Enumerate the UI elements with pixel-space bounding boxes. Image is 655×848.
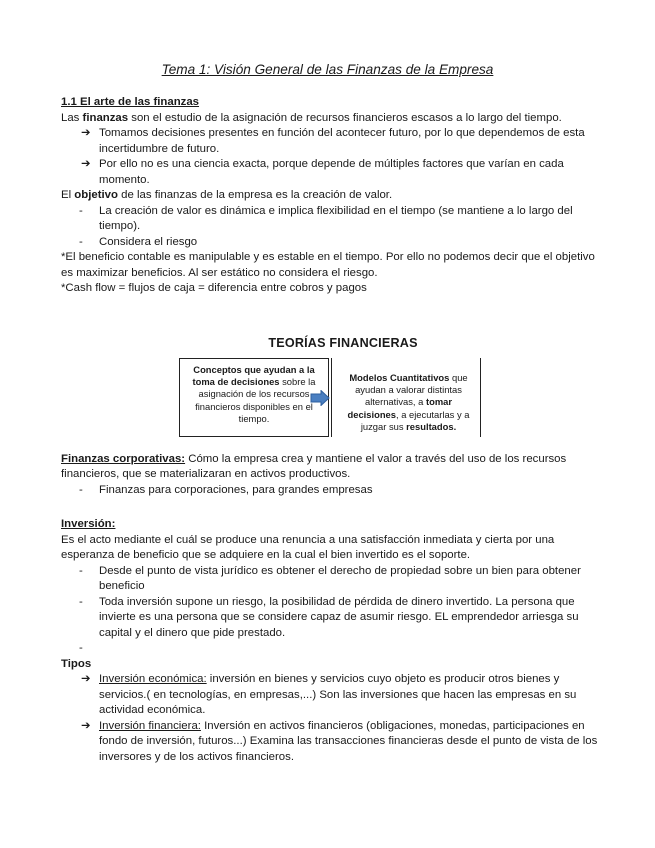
left-box-text: sobre la asignación de los recursos financieros disponibles en el tiempo. (195, 375, 316, 425)
list-item-type (61, 672, 601, 719)
note-cash-flow: *Cash flow = flujos de caja = diferencia entre cobros y pagos (61, 282, 367, 294)
dash-item-text: Considera el riesgo (99, 235, 198, 248)
list-item-dash-empty (61, 641, 601, 657)
right-box-text-1: que ayudan a valorar distintas alternativas, a (355, 371, 468, 408)
intro-post: son el estudio de la asignación de recursos financieros escasos a lo largo del tiempo. (128, 111, 562, 124)
corporate-paragraph (61, 452, 601, 483)
intro-bold-finanzas: finanzas (82, 111, 129, 124)
list-item-arrow (61, 157, 601, 188)
type-text: inversión en bienes y servicios cuyo objeto es producir otros bienes y servicios.( en tecnologías, en empresas,...) Son las inversiones que hacen las empresas en su actividad económica. (99, 673, 577, 716)
list-item-dash (61, 564, 601, 595)
left-box-bold: Conceptos que ayudan a la toma de decisiones (192, 363, 315, 387)
dash-bullet: - (79, 235, 83, 248)
arrow-bullet-icon: ➔ (81, 719, 91, 732)
investment-paragraph: Es el acto mediante el cuál se produce una renuncia a una satisfacción inmediata y cierta por una esperanza de beneficio que se adquiere en la cual el bien invertido es el soporte. (61, 533, 555, 561)
figure-title: TEORÍAS FINANCIERAS (268, 335, 418, 350)
theories-figure (61, 328, 601, 446)
intro-pre: Las (61, 111, 83, 124)
dash-bullet: - (79, 642, 83, 654)
arrow-item-text: Tomamos decisiones presentes en función del acontecer futuro, por lo que dependemos de esta incertidumbre de futuro. (99, 127, 585, 155)
list-item-arrow (61, 126, 601, 157)
corporate-text: Cómo la empresa crea y mantiene el valor a través del uso de los recursos financieros, que se materializaran en activos productivos. (61, 452, 567, 480)
objective-post: de las finanzas de la empresa es la creación de valor. (117, 189, 393, 201)
dash-item-text: La creación de valor es dinámica e implica flexibilidad en el tiempo (se mantiene a lo largo del tiempo). (99, 204, 573, 232)
document-title: Tema 1: Visión General de las Finanzas de la Empresa (161, 62, 494, 77)
arrow-bullet-icon: ➔ (81, 673, 91, 685)
type-text: Inversión en activos financieros (obligaciones, monedas, participaciones en fondo de inversión, futuros...) Examina las transacciones financieras desde el punto de vista de los inversores y de los activos financieros. (99, 719, 598, 763)
list-item-dash (61, 483, 601, 499)
document-body (61, 95, 601, 765)
arrow-item-text: Por ello no es una ciencia exacta, porque depende de múltiples factores que varían en cada momento. (99, 158, 564, 186)
list-item-type (61, 719, 601, 766)
dash-bullet: - (79, 595, 83, 608)
corporate-heading: Finanzas corporativas: (61, 452, 186, 465)
type-label-financiera: Inversión financiera: (99, 719, 201, 732)
investment-heading: Inversión: (61, 518, 116, 530)
dash-item-text: Toda inversión supone un riesgo, la posibilidad de pérdida de dinero invertido. La persona que invierte es una persona que se considere capaz de asumir riesgo. EL emprendedor arriesga su capital y el dinero que pide prestado. (99, 595, 579, 639)
dash-bullet: - (79, 204, 83, 217)
right-arrow-icon (310, 390, 330, 406)
dash-bullet: - (79, 564, 83, 577)
arrow-bullet-icon: ➔ (81, 127, 91, 139)
figure-left-box (179, 358, 329, 437)
dash-item-text: Desde el punto de vista jurídico es obtener el derecho de propiedad sobre un bien para obtener beneficio (99, 564, 581, 592)
right-box-bold-2: tomar decisiones (347, 396, 453, 420)
type-label-economica: Inversión económica: (99, 673, 207, 685)
section-heading-arte: 1.1 El arte de las finanzas (61, 96, 200, 108)
intro-paragraph (61, 111, 601, 127)
right-box-bold-1: Modelos Cuantitativos (349, 371, 450, 383)
dash-item-text: Finanzas para corporaciones, para grandes empresas (99, 483, 373, 496)
figure-right-box (331, 358, 481, 437)
list-item-dash (61, 235, 601, 251)
dash-bullet: - (79, 483, 83, 496)
objective-bold: objetivo (74, 189, 118, 201)
note-beneficio-contable: *El beneficio contable es manipulable y es estable en el tiempo. Por ello no podemos decir que el objetivo es maximizar beneficios. Al ser estático no considera el riesgo. (61, 251, 595, 279)
right-box-bold-3: resultados. (406, 421, 457, 433)
arrow-bullet-icon: ➔ (81, 158, 91, 170)
types-heading: Tipos (61, 657, 92, 670)
list-item-dash (61, 204, 601, 235)
objective-pre: El (61, 189, 75, 201)
right-box-text-2: , a ejecutarlas y a juzgar sus (360, 408, 470, 433)
objective-paragraph (61, 188, 601, 204)
list-item-dash (61, 595, 601, 642)
